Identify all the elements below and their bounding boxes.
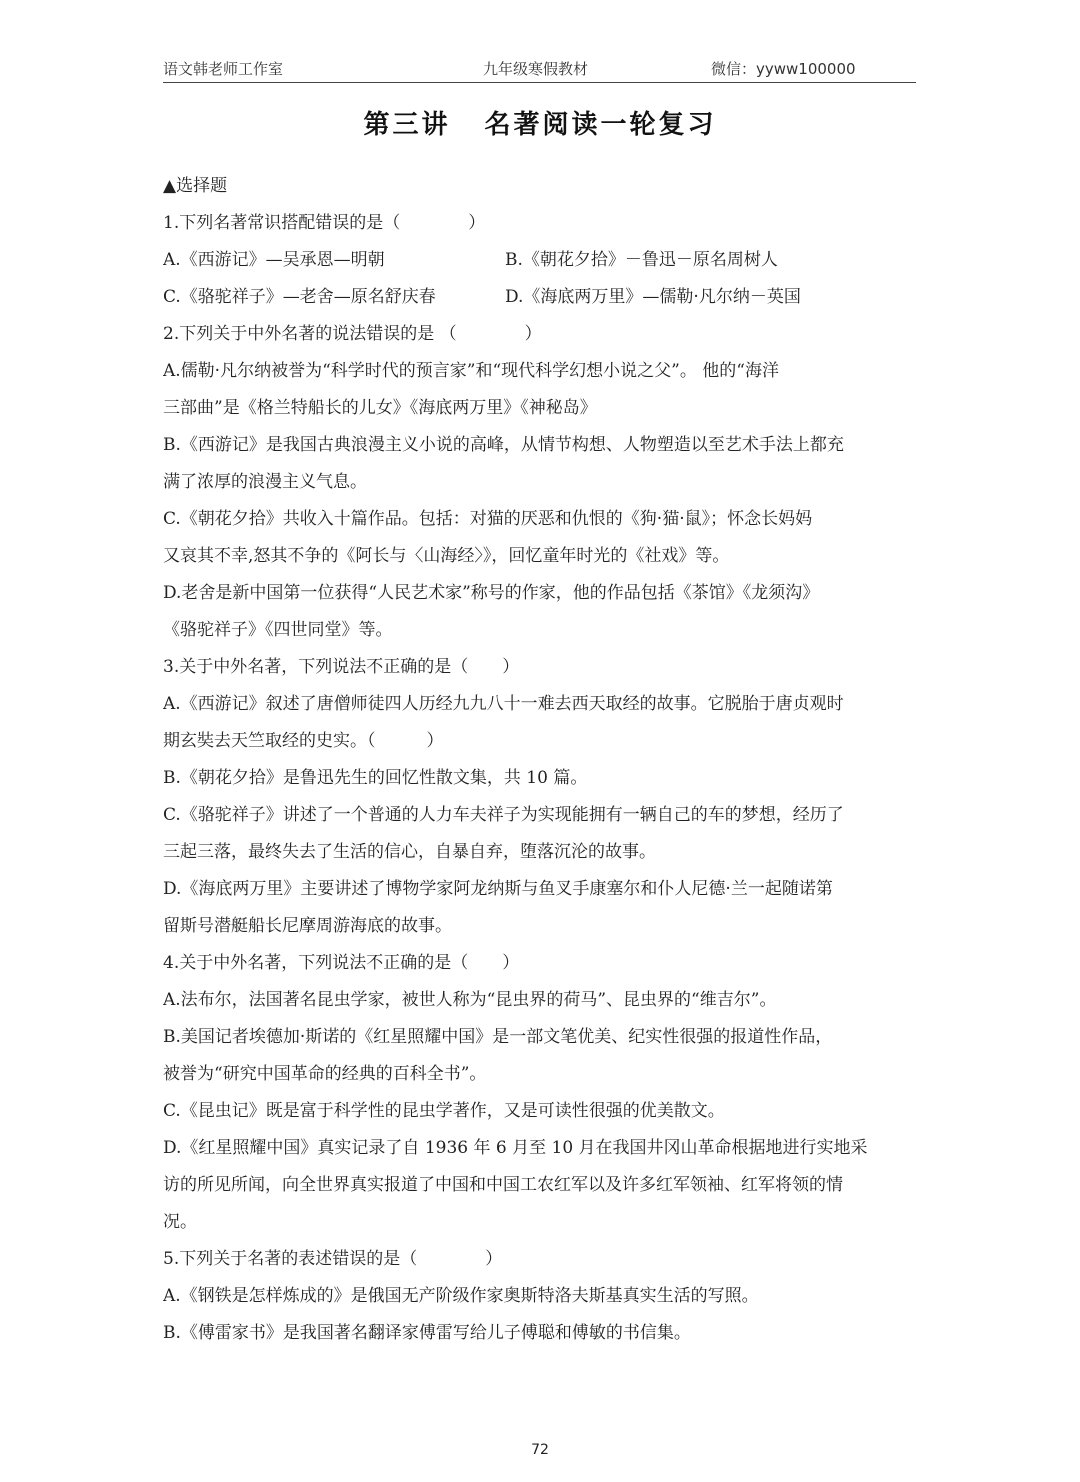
question-5-option-a-line1: A.《钢铁是怎样炼成的》是俄国无产阶级作家奥斯特洛夫斯基真实生活的写照。 [163, 1286, 759, 1306]
page-header [163, 56, 916, 83]
question-3-option-d-line1: D.《海底两万里》主要讲述了博物学家阿龙纳斯与鱼叉手康塞尔和仆人尼德·兰一起随诺第 [163, 879, 833, 899]
question-4-stem: 4.关于中外名著，下列说法不正确的是（ ） [163, 953, 520, 973]
question-4-option-b-line1: B.美国记者埃德加·斯诺的《红星照耀中国》是一部文笔优美、纪实性很强的报道性作品， [163, 1027, 833, 1047]
question-3-option-d-line2: 留斯号潜艇船长尼摩周游海底的故事。 [163, 916, 452, 936]
question-3-stem: 3.关于中外名著，下列说法不正确的是（ ） [163, 657, 520, 677]
section-heading: ▲选择题 [163, 176, 228, 196]
question-2-option-a-line1: A.儒勒·凡尔纳被誉为“科学时代的预言家”和“现代科学幻想小说之父”。 他的“海洋 [163, 361, 779, 381]
question-1-options-cd [163, 283, 923, 320]
page-title [0, 104, 1080, 141]
question-2-option-d-line1: D.老舍是新中国第一位获得“人民艺术家”称号的作家，他的作品包括《茶馆》《龙须沟》 [163, 583, 820, 603]
header-course-name: 九年级寒假教材 [483, 60, 589, 78]
header-wechat-id: 微信：yyww100000 [711, 60, 856, 78]
question-1-options-ab [163, 246, 923, 283]
question-2-stem: 2.下列关于中外名著的说法错误的是 （ ） [163, 324, 542, 344]
question-3-option-a-line2: 期玄奘去天竺取经的史实。（ ） [163, 731, 444, 751]
question-3-option-b-line1: B.《朝花夕拾》是鲁迅先生的回忆性散文集，共 10 篇。 [163, 768, 588, 788]
question-5-stem: 5.下列关于名著的表述错误的是（ ） [163, 1249, 503, 1269]
question-1-option-a: A.《西游记》—吴承恩—明朝 [163, 250, 385, 270]
page-number: 72 [531, 1442, 549, 1458]
question-2-option-c-line1: C.《朝花夕拾》共收入十篇作品。包括：对猫的厌恶和仇恨的《狗·猫·鼠》；怀念长妈妈 [163, 509, 813, 529]
question-1-option-d: D.《海底两万里》—儒勒·凡尔纳－英国 [505, 287, 801, 307]
question-2-option-b-line2: 满了浓厚的浪漫主义气息。 [163, 472, 367, 492]
question-3-option-a-line1: A.《西游记》叙述了唐僧师徒四人历经九九八十一难去西天取经的故事。它脱胎于唐贞观时 [163, 694, 844, 714]
question-2-option-b-line1: B.《西游记》是我国古典浪漫主义小说的高峰，从情节构想、人物塑造以至艺术手法上都充 [163, 435, 844, 455]
question-1-stem: 1.下列名著常识搭配错误的是（ ） [163, 213, 486, 233]
question-2-option-d-line2: 《骆驼祥子》《四世同堂》等。 [163, 620, 393, 640]
question-5-option-b-line1: B.《傅雷家书》是我国著名翻译家傅雷写给儿子傅聪和傅敏的书信集。 [163, 1323, 691, 1343]
question-2-option-c-line2: 又哀其不幸,怒其不争的《阿长与〈山海经〉》，回忆童年时光的《社戏》等。 [163, 546, 730, 566]
question-1-option-c: C.《骆驼祥子》—老舍—原名舒庆春 [163, 287, 436, 307]
question-4-option-d-line1: D.《红星照耀中国》真实记录了自 1936 年 6 月至 10 月在我国井冈山革命根据地进行实地采 [163, 1138, 868, 1158]
question-4-option-c-line1: C.《昆虫记》既是富于科学性的昆虫学著作，又是可读性很强的优美散文。 [163, 1101, 725, 1121]
question-1-option-b: B.《朝花夕拾》－鲁迅－原名周树人 [505, 250, 778, 270]
question-content [163, 172, 923, 1356]
question-4-option-d-line2: 访的所见所闻，向全世界真实报道了中国和中国工农红军以及许多红军领袖、红军将领的情 [163, 1175, 843, 1195]
header-studio-name: 语文韩老师工作室 [163, 60, 284, 78]
question-3-option-c-line1: C.《骆驼祥子》讲述了一个普通的人力车夫祥子为实现能拥有一辆自己的车的梦想，经历了 [163, 805, 844, 825]
title-lecture-number: 第三讲 [363, 110, 451, 140]
question-4-option-b-line2: 被誉为“研究中国革命的经典的百科全书”。 [163, 1064, 487, 1084]
question-3-option-c-line2: 三起三落，最终失去了生活的信心，自暴自弃，堕落沉沦的故事。 [163, 842, 656, 862]
question-4-option-d-line3: 况。 [163, 1212, 197, 1232]
question-4-option-a-line1: A.法布尔，法国著名昆虫学家，被世人称为“昆虫界的荷马”、昆虫界的“维吉尔”。 [163, 990, 777, 1010]
title-topic: 名著阅读一轮复习 [484, 110, 717, 140]
question-2-option-a-line2: 三部曲”是《格兰特船长的儿女》《海底两万里》《神秘岛》 [163, 398, 597, 418]
